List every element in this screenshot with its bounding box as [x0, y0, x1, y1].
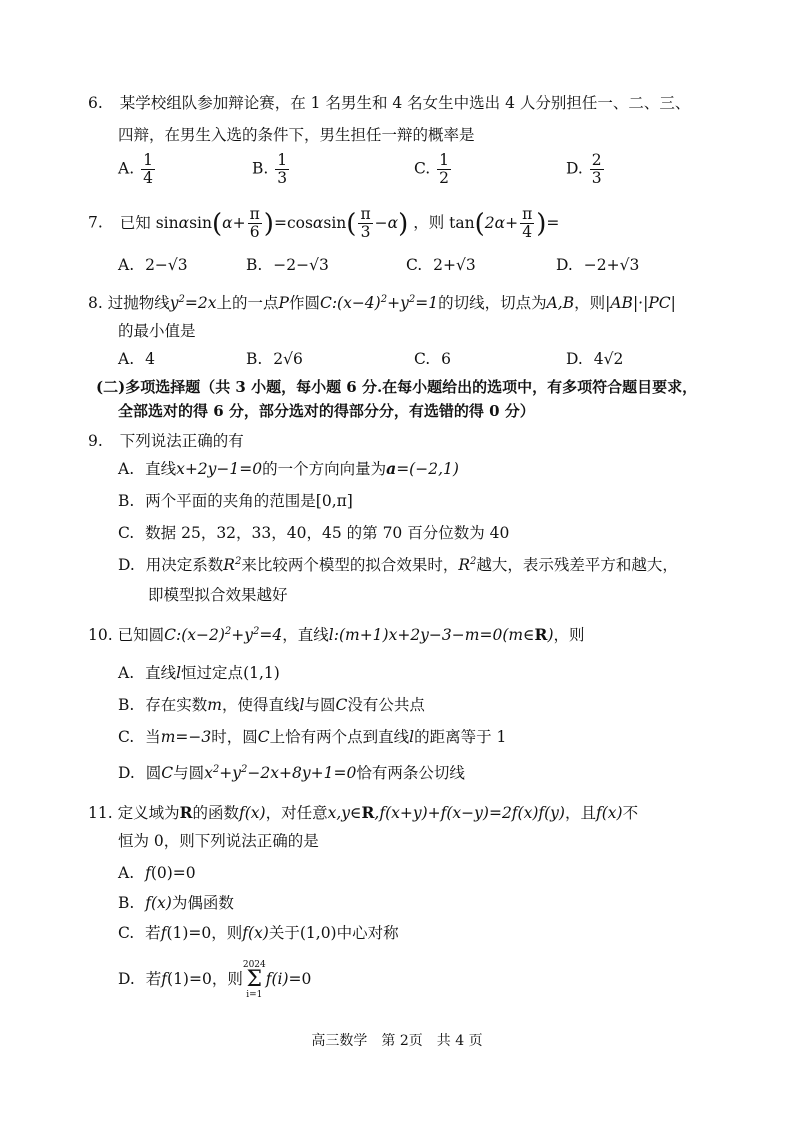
- option-text: 与圆: [304, 696, 336, 714]
- option-text: −2−√3: [273, 256, 329, 274]
- summation-symbol: 2024 Σ i=1: [242, 960, 266, 1000]
- option-label: C.: [118, 924, 135, 942]
- fraction: [141, 152, 155, 187]
- numerator: 2: [591, 151, 602, 169]
- option-label: A.: [118, 159, 135, 178]
- q11-number: 11.: [88, 804, 113, 822]
- q10-option-a: [118, 662, 280, 684]
- option-label: C.: [414, 350, 431, 368]
- q8-text: 的切线，切点为: [438, 294, 547, 312]
- q11-function: f(x): [145, 894, 172, 912]
- q8-product: |AB|·|PC|: [605, 294, 676, 312]
- q10-line1: [88, 624, 585, 646]
- sum-upper-limit: 2024: [242, 960, 266, 970]
- option-text: 4√2: [593, 350, 624, 368]
- q9-option-d-line2: 即模型拟合效果越好: [148, 586, 288, 604]
- fraction: [437, 152, 451, 187]
- q9-vector: a=(−2,1): [386, 459, 459, 478]
- q11-option-c: [118, 922, 399, 944]
- option-text: 没有公共点: [347, 696, 425, 714]
- option-text: ，则: [211, 924, 243, 942]
- q6-number: 6.: [88, 94, 103, 112]
- q6-option-a: [118, 152, 157, 187]
- var-c: C: [257, 728, 270, 746]
- option-text: 两个平面的夹角的范围是: [145, 492, 316, 510]
- q8-option-b: [246, 348, 303, 370]
- q9-r-squared: $R^2$: [458, 556, 477, 574]
- q8-text: ，则: [574, 294, 606, 312]
- q11-option-d: [118, 960, 311, 1000]
- var-l: l: [409, 728, 415, 746]
- option-label: D.: [118, 764, 135, 782]
- option-text: 时，圆: [211, 728, 258, 746]
- q7-equation: sinαsin(α+ $\frac{\pi}{6}$ )=cosαsin( $\frac{\pi}{3}$ −α): [155, 205, 409, 241]
- q6-line1: [88, 92, 690, 114]
- q10-fixed-point: (1,1): [243, 664, 280, 682]
- q10-text: ，则: [553, 626, 585, 644]
- fraction: [275, 152, 289, 187]
- q11-sum-expr: f(i)=0: [265, 970, 312, 988]
- q9-r-squared: $R^2$: [223, 556, 242, 574]
- q11-text: 的函数: [192, 804, 240, 822]
- option-label: A.: [118, 256, 135, 274]
- section-header-line2: 全部选对的得 6 分，部分选对的得部分分，有选错的得 0 分）: [118, 402, 535, 420]
- q11-line2: 恒为 0，则下列说法正确的是: [118, 832, 319, 850]
- option-text: 2√6: [273, 350, 303, 368]
- q9-option-a: [118, 458, 459, 480]
- q8-option-c: [414, 348, 451, 370]
- option-text: 与圆: [173, 764, 205, 782]
- q11-center: (1,0): [299, 924, 337, 942]
- q9-number: 9.: [88, 432, 103, 450]
- option-label: A.: [118, 664, 135, 682]
- option-text: 上恰有两个点到直线: [269, 728, 410, 746]
- option-label: A.: [118, 460, 135, 478]
- var-c: C: [161, 764, 174, 782]
- option-text: 来比较两个模型的拟合效果时，: [241, 556, 459, 574]
- fraction: [590, 152, 604, 187]
- denominator: 3: [591, 169, 602, 187]
- option-text: 中心对称: [336, 924, 399, 942]
- option-label: B.: [118, 492, 135, 510]
- q8-line1: [88, 292, 676, 314]
- var-c: C: [335, 696, 348, 714]
- option-text: 的距离等于 1: [414, 728, 507, 746]
- q6-option-d: [566, 152, 606, 187]
- q10-lead: 已知圆: [117, 626, 165, 644]
- option-label: D.: [118, 556, 135, 574]
- option-text: 的一个方向向量为: [262, 460, 387, 478]
- sum-lower-limit: i=1: [246, 990, 263, 1000]
- option-text: 为偶函数: [171, 894, 234, 912]
- reals-symbol: R: [179, 803, 193, 822]
- q7-option-b: [246, 254, 329, 276]
- q8-text: 作圆: [288, 294, 320, 312]
- q8-lead: 过抛物线: [107, 294, 170, 312]
- q9-option-d: [118, 554, 678, 576]
- q8-line2: 的最小值是: [118, 322, 196, 340]
- q8-point: P: [278, 294, 289, 312]
- q9-option-b: [118, 490, 353, 512]
- q7-number: 7.: [88, 213, 103, 232]
- q9-line-equation: x+2y−1=0: [176, 460, 263, 478]
- q9-interval: [0,π]: [315, 492, 353, 510]
- q9-option-c: [118, 522, 509, 544]
- var-l: l: [176, 664, 182, 682]
- q7-mid: ，则: [413, 213, 445, 232]
- q7-lead: 已知: [119, 213, 151, 232]
- numerator: 1: [277, 151, 288, 169]
- q10-text: ，直线: [282, 626, 329, 644]
- option-text: 恒过定点: [181, 664, 244, 682]
- option-text: 直线: [145, 664, 177, 682]
- q11-text: 不: [622, 804, 639, 822]
- q7-target: tan(2α+ $\frac{\pi}{4}$ )=: [449, 205, 560, 241]
- q7-option-d: [556, 254, 639, 276]
- option-label: C.: [118, 524, 135, 542]
- q11-text: ，且: [564, 804, 596, 822]
- option-label: B.: [118, 894, 135, 912]
- denominator: 4: [143, 169, 153, 187]
- q8-circle: $C:(x-4)^2+y^2=1$: [319, 294, 439, 312]
- option-text: −2+√3: [583, 256, 640, 274]
- q8-tangent-points: A,B: [546, 294, 575, 312]
- option-label: B.: [252, 159, 269, 178]
- option-text: 数据 25，32，33，40，45 的第 70 百分位数为 40: [145, 524, 510, 542]
- q11-function: f(x): [595, 804, 623, 822]
- q11-line1: [88, 802, 638, 824]
- option-text: 若: [145, 970, 162, 988]
- q7-line1: [88, 206, 559, 241]
- option-text: 直线: [145, 460, 177, 478]
- option-label: C.: [118, 728, 135, 746]
- option-text: 用决定系数: [145, 556, 224, 574]
- q10-line: l:(m+1)x+2y−3−m=0(m∈R): [328, 625, 554, 644]
- q11-equation: x,y∈R,f(x+y)+f(x−y)=2f(x)f(y): [327, 803, 565, 822]
- option-text: ，则: [211, 970, 243, 988]
- q7-option-a: [118, 254, 188, 276]
- option-label: D.: [556, 256, 573, 274]
- q10-option-c: [118, 726, 506, 748]
- option-label: A.: [118, 350, 135, 368]
- q9-line1: [88, 430, 244, 452]
- q8-option-a: [118, 348, 155, 370]
- option-label: D.: [566, 350, 583, 368]
- q11-option-b: [118, 892, 234, 914]
- q10-circle: $C:(x-2)^2+y^2=4$: [164, 626, 283, 644]
- q7-option-c: [406, 254, 476, 276]
- q8-option-d: [566, 348, 623, 370]
- q11-a-expr: f(0)=0: [145, 864, 196, 882]
- q8-text: 上的一点: [216, 294, 279, 312]
- q10-option-d: [118, 762, 465, 784]
- var-m: m: [207, 696, 222, 714]
- q11-condition: f(1)=0: [161, 970, 212, 988]
- option-label: A.: [118, 864, 135, 882]
- var-l: l: [299, 696, 305, 714]
- section-header-line1: (二)多项选择题（共 3 小题，每小题 6 分.在每小题给出的选项中，有多项符合题目要求，: [96, 378, 698, 396]
- q8-parabola: $y^2=2x$: [169, 294, 217, 312]
- q6-line2: 四辩，在男生入选的条件下，男生担任一辩的概率是: [118, 126, 475, 144]
- q8-number: 8.: [88, 294, 103, 312]
- option-text: 6: [441, 350, 452, 368]
- q6-stem-1: 某学校组队参加辩论赛，在 1 名男生和 4 名女生中选出 4 人分别担任一、二、三、: [119, 94, 691, 112]
- q10-second-circle: $x^2+y^2-2x+8y+1=0$: [204, 764, 357, 782]
- option-label: B.: [246, 350, 263, 368]
- q6-option-b: [252, 152, 291, 187]
- q10-option-b: [118, 694, 425, 716]
- option-text: 2−√3: [145, 256, 188, 274]
- option-label: D.: [566, 159, 583, 178]
- option-text: 关于: [268, 924, 300, 942]
- option-text: 当: [145, 728, 161, 746]
- q10-m-value: m=−3: [160, 728, 212, 746]
- option-label: C.: [414, 159, 431, 178]
- q10-number: 10.: [88, 626, 113, 644]
- numerator: 1: [439, 151, 450, 169]
- q6-option-c: [414, 152, 453, 187]
- q9-stem: 下列说法正确的有: [119, 432, 244, 450]
- denominator: 3: [277, 169, 288, 187]
- option-label: B.: [118, 696, 135, 714]
- q11-text: ，对任意: [265, 804, 328, 822]
- option-text: 4: [145, 350, 155, 368]
- q11-function: f(x): [242, 924, 269, 942]
- denominator: 2: [439, 169, 450, 187]
- option-text: ，使得直线: [221, 696, 300, 714]
- option-label: D.: [118, 970, 135, 988]
- option-label: C.: [406, 256, 423, 274]
- option-text: 圆: [145, 764, 162, 782]
- option-text: 越大，表示残差平方和越大，: [476, 556, 678, 574]
- q11-option-a: [118, 862, 196, 884]
- q11-function: f(x): [239, 804, 266, 822]
- page-footer: 高三数学 第 2页 共 4 页: [311, 1033, 483, 1049]
- option-text: 存在实数: [145, 696, 208, 714]
- option-text: 恰有两条公切线: [356, 764, 465, 782]
- option-text: 若: [145, 924, 161, 942]
- option-text: 2+√3: [433, 256, 476, 274]
- q11-condition: f(1)=0: [160, 924, 212, 942]
- numerator: 1: [143, 151, 153, 169]
- option-label: B.: [246, 256, 263, 274]
- q11-lead: 定义域为: [117, 804, 180, 822]
